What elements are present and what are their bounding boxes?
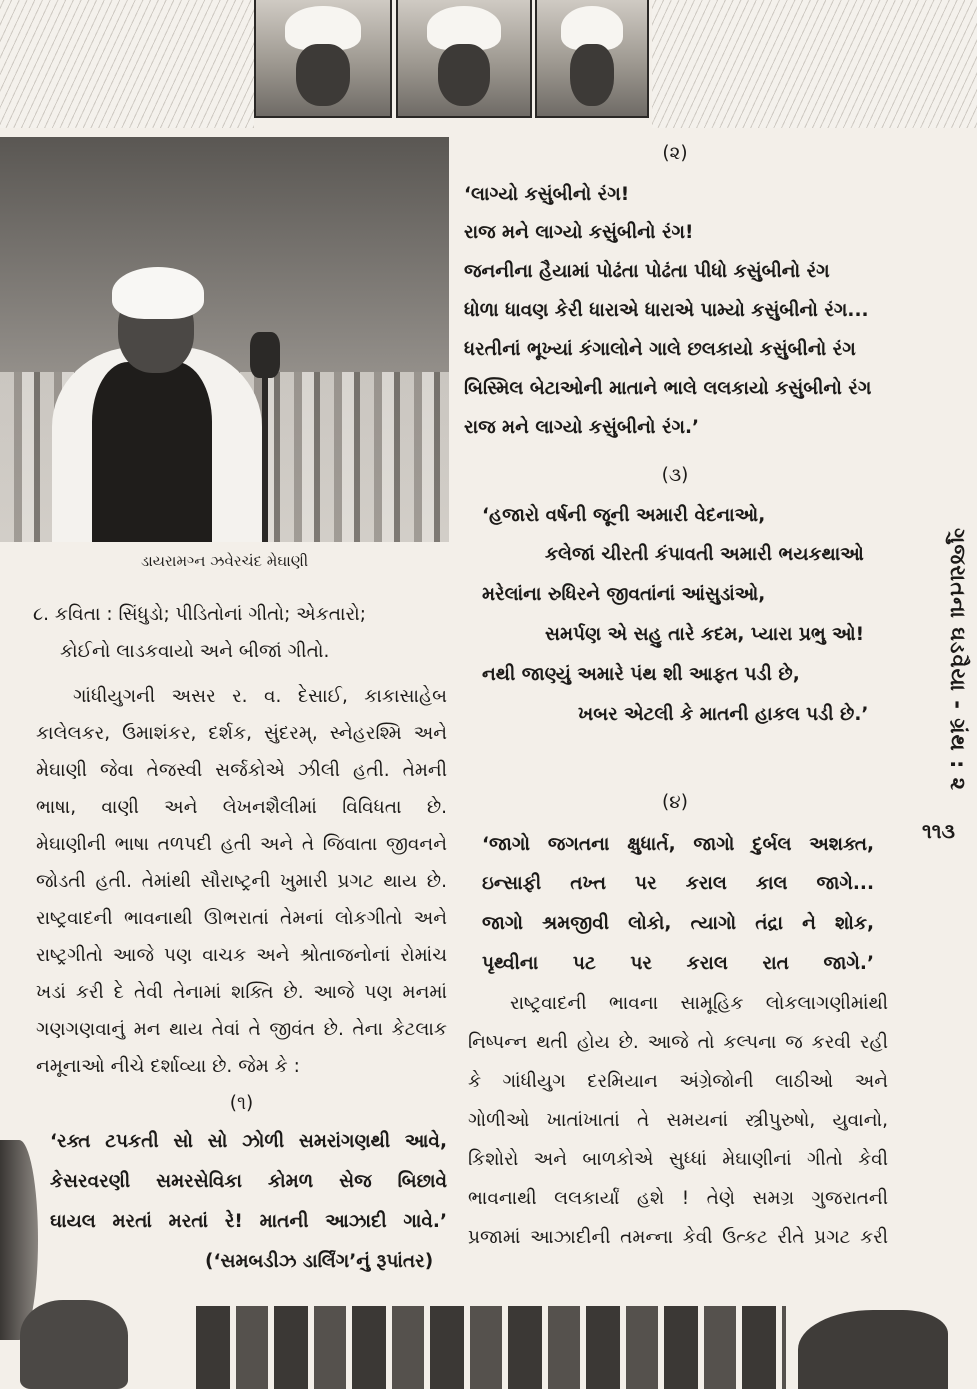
writing-hand-decoration (798, 1310, 948, 1389)
paragraph-line: જોડતી હતી. તેમાંથી સૌરાષ્ટ્રની ખુમારી પ્રગટ થાય છે. (36, 871, 447, 892)
works-item-line-2: કોઈનો લાડકવાયો અને બીજાં ગીતો. (60, 641, 330, 662)
meghani-speech-photo (0, 137, 449, 542)
poem-2-line: જનનીના હૈયામાં પોઢંતા પોઢંતા પીધો કસુંબીનો રંગ (464, 261, 830, 282)
page-number: ૧૧૩ (922, 819, 955, 843)
poem-2-line: ધોળા ધાવણ કેરી ધારાએ ધારાએ પામ્યો કસુંબીનો રંગ... (464, 300, 869, 321)
paragraph-line: રાષ્ટ્રવાદની ભાવના સામૂહિક લોકલાગણીમાંથી (510, 993, 888, 1014)
portrait-photo-1 (254, 0, 392, 118)
paragraph-line: રાષ્ટ્રવાદની ભાવનાથી ઊભરાતાં તેમનાં લોકગીતો અને (36, 908, 447, 929)
paragraph-line: ગણગણવાનું મન થાય તેવાં તે જીવંત છે. તેના કેટલાક (36, 1019, 447, 1040)
paragraph-line: ભાવનાથી લલકાર્યાં હશે ! તેણે સમગ્ર ગુજરાતની (468, 1188, 888, 1209)
poem-3-line: સમર્પણ એ સહુ તારે કદમ, પ્યારા પ્રભુ ઓ! (545, 624, 865, 645)
poem-2-line: ધરતીનાં ભૂખ્યાં કંગાલોને ગાલે છલકાયો કસુંબીનો રંગ (464, 339, 856, 360)
poem-4-line: પૃથ્વીના પટ પર કરાલ રાત જાગે.’ (482, 953, 874, 974)
poem-1-heading: (૧) (229, 1093, 254, 1114)
poem-3-line: કલેજાં ચીરતી કંપાવતી અમારી ભયકથાઓ (545, 544, 864, 565)
paragraph-line: પ્રજામાં આઝાદીની તમન્ના કેવી ઉત્કટ રીતે પ્રગટ કરી (468, 1227, 888, 1248)
poem-1-line: કેસરવરણી સમરસેવિકા કોમળ સેજ બિછાવે (50, 1171, 447, 1192)
paragraph-line: મેઘાણીની ભાષા તળપદી હતી અને તે જિવાતા જીવનને (36, 834, 447, 855)
paragraph-line: ગાંધીયુગની અસર ર. વ. દેસાઈ, કાકાસાહેબ (73, 686, 447, 707)
photo-caption: ડાયરામગ્ન ઝવેરચંદ મેઘાણી (140, 552, 309, 570)
portrait-photo-2 (396, 0, 532, 118)
poem-2-heading: (૨) (662, 143, 688, 164)
poem-3-line: ખબર એટલી કે માતની હાકલ પડી છે.’ (578, 704, 869, 725)
header-pattern-right (652, 0, 977, 128)
poem-3-line: ‘હજારો વર્ષની જૂની અમારી વેદનાઓ, (482, 505, 766, 526)
paragraph-line: કે ગાંધીયુગ દરમિયાન અંગ્રેજોની લાઠીઓ અને (468, 1071, 888, 1092)
paragraph-line: કિશોરો અને બાળકોએ સુધ્ધાં મેઘાણીનાં ગીતો કેવી (468, 1149, 888, 1170)
poem-2-line: રાજ મને લાગ્યો કસુંબીનો રંગ.’ (464, 417, 700, 438)
poem-1-line: ઘાયલ મરતાં મરતાં રે! માતની આઝાદી ગાવે.’ (50, 1211, 447, 1232)
portrait-photo-3 (535, 0, 649, 118)
paragraph-line: રાષ્ટ્રગીતો આજે પણ વાચક અને શ્રોતાજનોનાં રોમાંચ (36, 945, 447, 966)
works-item-line-1: ૮. કવિતા : સિંધુડો; પીડિતોનાં ગીતો; એકતારો; (33, 604, 366, 625)
poem-2-line: રાજ મને લાગ્યો કસુંબીનો રંગ! (464, 222, 694, 243)
paragraph-line: મેઘાણી જેવા તેજસ્વી સર્જકોએ ઝીલી હતી. તેમની (36, 760, 447, 781)
inkpot-decoration (20, 1300, 128, 1389)
poem-1-source: (‘સમબડીઝ ડાર્લિંગ’નું રૂપાંતર) (205, 1251, 434, 1272)
paragraph-line: ભાષા, વાણી અને લેખનશૈલીમાં વિવિધતા છે. (36, 797, 447, 818)
book-title-vertical: ગુજરાતના ઘડવૈયા - ગ્રંથ : ૨ (946, 528, 970, 792)
poem-4-line: ઇન્સાફી તખ્ત પર કરાલ કાલ જાગે... (482, 873, 874, 894)
poem-1-line: ‘રક્ત ટપકતી સો સો ઝોળી સમરાંગણથી આવે, (50, 1131, 447, 1152)
poem-3-line: નથી જાણ્યું અમારે પંથ શી આફત પડી છે, (482, 664, 800, 685)
paragraph-line: નમૂનાઓ નીચે દર્શાવ્યા છે. જેમ કે : (36, 1056, 300, 1077)
paragraph-line: ખડાં કરી દે તેવી તેનામાં શક્તિ છે. આજે પણ મનમાં (36, 982, 447, 1003)
header-pattern-left (0, 0, 254, 128)
poem-2-line: ‘લાગ્યો કસુંબીનો રંગ! (464, 184, 630, 205)
poem-3-line: મરેલાંના રુધિરને જીવતાંનાં આંસુડાંઓ, (482, 584, 766, 605)
poem-3-heading: (૩) (661, 465, 689, 486)
books-top-edge (196, 1296, 786, 1306)
poem-4-heading: (૪) (662, 792, 688, 813)
books-decoration (196, 1296, 786, 1389)
paragraph-line: નિષ્પન્ન થતી હોય છે. આજે તો કલ્પના જ કરવી રહી (468, 1032, 888, 1053)
poem-4-line: ‘જાગો જગતના ક્ષુધાર્ત, જાગો દુર્બલ અશક્ત, (482, 834, 874, 855)
paragraph-line: ગોળીઓ ખાતાંખાતાં તે સમયનાં સ્ત્રીપુરુષો, યુવાનો, (468, 1110, 888, 1131)
paragraph-line: કાલેલકર, ઉમાશંકર, દર્શક, સુંદરમ્, સ્નેહરશ્મિ અને (36, 723, 447, 744)
poem-4-line: જાગો શ્રમજીવી લોકો, ત્યાગો તંદ્રા ને શોક, (482, 913, 874, 934)
poem-2-line: બિસ્મિલ બેટાઓની માતાને ભાલે લલકાયો કસુંબીનો રંગ (464, 378, 872, 399)
